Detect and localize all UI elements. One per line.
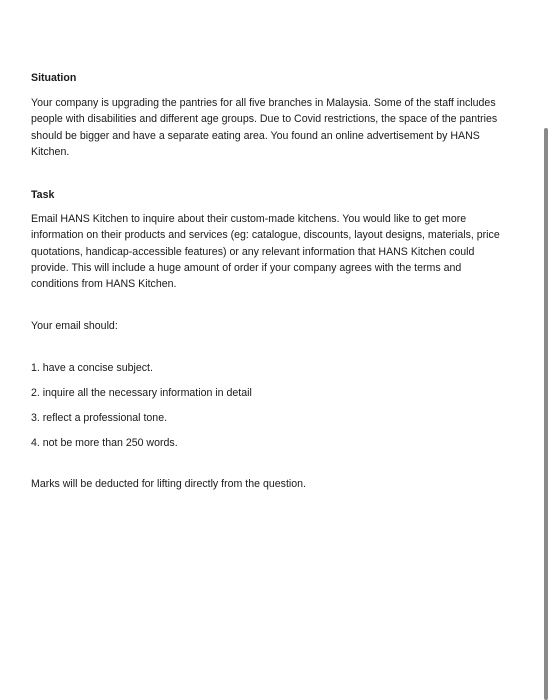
vertical-scrollbar[interactable] xyxy=(544,128,548,700)
requirement-item: 2. inquire all the necessary information in detail xyxy=(31,387,252,400)
requirement-item: 1. have a concise subject. xyxy=(31,362,153,375)
situation-text: Your company is upgrading the pantries for all five branches in Malaysia. Some of the staff includes people with disabilities and different age groups. Due to Covid restrictions, the space of the pantries should be bigger and have a separate eating area. You found an online advertisement by HANS Kitchen. xyxy=(31,97,498,158)
email-requirements-intro: Your email should: xyxy=(31,320,118,333)
email-requirements-list xyxy=(31,360,511,450)
task-heading: Task xyxy=(31,189,55,202)
situation-heading: Situation xyxy=(31,72,77,84)
requirement-item: 3. reflect a professional tone. xyxy=(31,411,168,424)
requirement-item: 4. not be more than 250 words. xyxy=(31,436,178,449)
task-text: Email HANS Kitchen to inquire about their custom-made kitchens. You would like to get more information on their products and services (eg: catalogue, discounts, layout designs, materials, price quotations, handicap-accessible features) or any relevant information that HANS Kitchen could provide. This will include a huge amount of order if your company agrees with the terms and conditions from HANS Kitchen. xyxy=(31,213,500,291)
document-content xyxy=(31,70,511,492)
marking-note: Marks will be deducted for lifting directly from the question. xyxy=(31,477,306,490)
